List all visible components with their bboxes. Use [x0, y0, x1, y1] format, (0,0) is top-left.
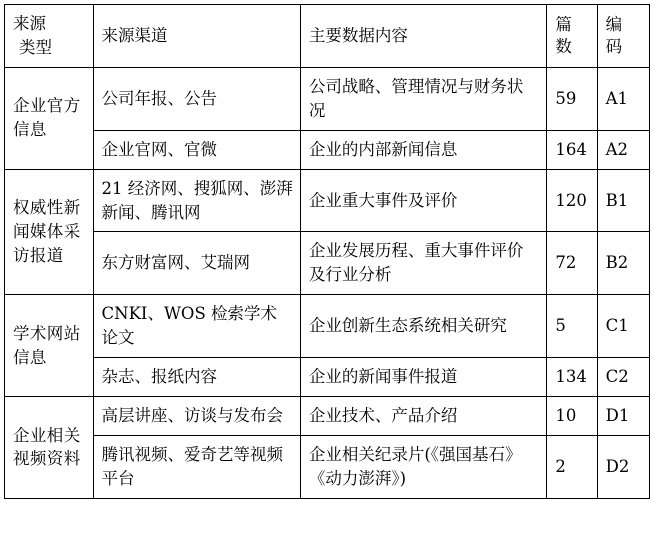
table-row — [5, 67, 650, 130]
cell-source-type: 学术网站信息 — [5, 295, 94, 397]
data-table — [4, 4, 650, 499]
cell-code: B2 — [597, 232, 649, 295]
cell-source-channel: 高层讲座、访谈与发布会 — [93, 397, 300, 436]
code-header-line1: 编 — [605, 14, 623, 34]
cell-count: 59 — [547, 67, 597, 130]
cell-main-content: 企业相关纪录片(《强国基石》《动力澎湃》) — [300, 435, 547, 498]
cell-main-content: 企业重大事件及评价 — [300, 169, 547, 232]
table-header — [5, 5, 650, 68]
table-row — [5, 435, 650, 498]
cell-source-type: 企业相关视频资料 — [5, 397, 94, 499]
cell-count: 2 — [547, 435, 597, 498]
cell-source-type: 权威性新闻媒体采访报道 — [5, 169, 94, 295]
cell-main-content: 企业的内部新闻信息 — [300, 130, 547, 169]
cell-count: 120 — [547, 169, 597, 232]
cell-source-channel: 东方财富网、艾瑞网 — [93, 232, 300, 295]
cell-count: 10 — [547, 397, 597, 436]
cell-main-content: 公司战略、管理情况与财务状况 — [300, 67, 547, 130]
cell-source-channel: 公司年报、公告 — [93, 67, 300, 130]
cell-source-channel: 21 经济网、搜狐网、澎湃新闻、腾讯网 — [93, 169, 300, 232]
table-row — [5, 232, 650, 295]
code-header-line2: 码 — [605, 36, 623, 56]
header-row — [5, 5, 650, 68]
cell-count: 134 — [547, 358, 597, 397]
column-header-main-content: 主要数据内容 — [300, 5, 547, 68]
cell-count: 5 — [547, 295, 597, 358]
column-header-source-type — [5, 5, 94, 68]
cell-code: A2 — [597, 130, 649, 169]
cell-source-channel: 企业官网、官微 — [93, 130, 300, 169]
cell-code: D2 — [597, 435, 649, 498]
column-header-source-channel: 来源渠道 — [93, 5, 300, 68]
column-header-count — [547, 5, 597, 68]
cell-code: D1 — [597, 397, 649, 436]
cell-main-content: 企业发展历程、重大事件评价及行业分析 — [300, 232, 547, 295]
source-type-header-line1: 来源 — [13, 14, 46, 33]
source-type-header-line2: 类型 — [19, 37, 52, 57]
cell-code: B1 — [597, 169, 649, 232]
cell-main-content: 企业技术、产品介绍 — [300, 397, 547, 436]
cell-code: C2 — [597, 358, 649, 397]
table-row — [5, 130, 650, 169]
cell-source-type: 企业官方信息 — [5, 67, 94, 169]
table-row — [5, 295, 650, 358]
cell-count: 72 — [547, 232, 597, 295]
cell-source-channel: 腾讯视频、爱奇艺等视频平台 — [93, 435, 300, 498]
column-header-code — [597, 5, 649, 68]
cell-source-channel: CNKI、WOS 检索学术论文 — [93, 295, 300, 358]
cell-source-channel: 杂志、报纸内容 — [93, 358, 300, 397]
table-row — [5, 397, 650, 436]
cell-main-content: 企业创新生态系统相关研究 — [300, 295, 547, 358]
cell-code: A1 — [597, 67, 649, 130]
count-header-line2: 数 — [555, 36, 572, 56]
cell-main-content: 企业的新闻事件报道 — [300, 358, 547, 397]
table-row — [5, 169, 650, 232]
cell-code: C1 — [597, 295, 649, 358]
count-header-line1: 篇 — [555, 14, 572, 34]
table-body — [5, 67, 650, 498]
table-row — [5, 358, 650, 397]
cell-count: 164 — [547, 130, 597, 169]
